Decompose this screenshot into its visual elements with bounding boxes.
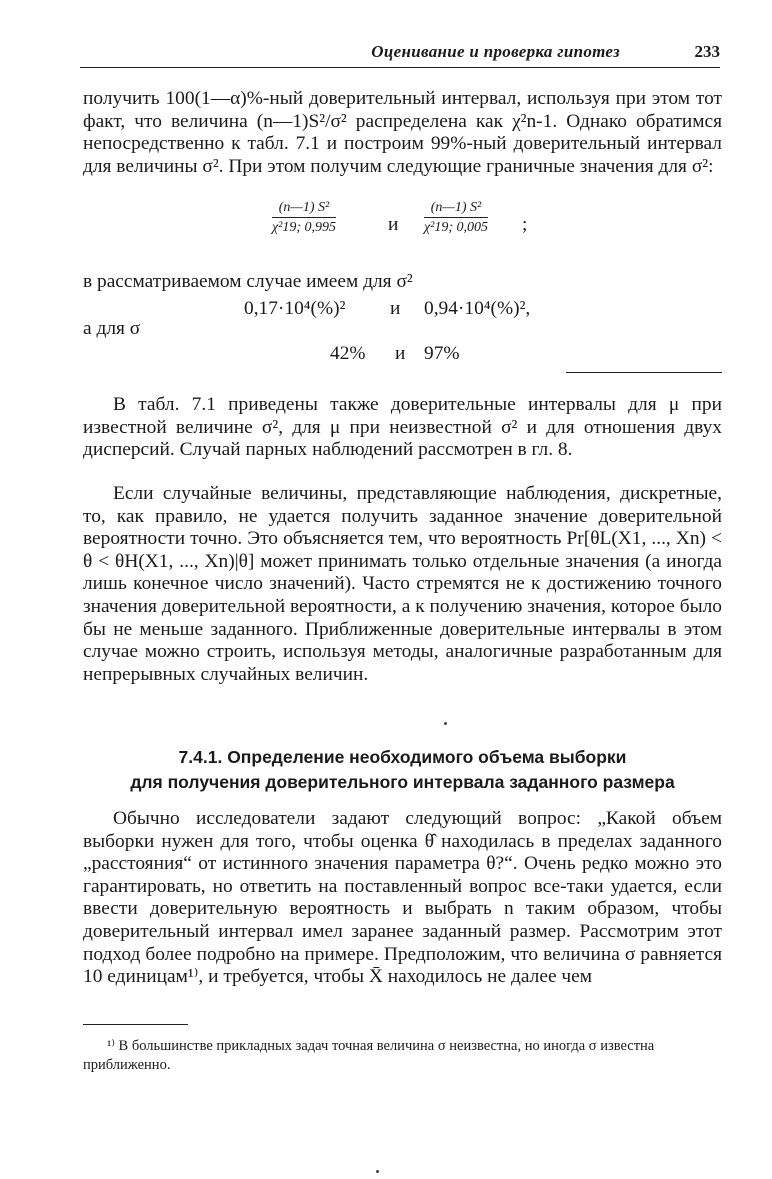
footnote-text: ¹⁾ В большинстве прикладных задач точная величина σ неизвестна, но иногда σ известна приближенно. [83,1038,655,1073]
fraction-lower-bound: (n—1) S² χ²19; 0,995 [272,200,337,235]
running-header [80,40,720,68]
line-for-sigma: а для σ [83,318,141,339]
print-speck [444,722,447,725]
section-heading-line2: для получения доверительного интервала заданного размера [130,772,675,792]
fraction-suffix: ; [522,214,528,235]
value-sigma-lower: 42% [330,343,366,364]
print-speck [376,1170,379,1173]
footnote [83,1037,722,1075]
header-rule [80,67,720,68]
value-sigma-upper: 97% [424,343,460,364]
value-sigma-connector: и [395,343,406,364]
paragraph-intro: получить 100(1—α)%-ный доверительный интервал, используя при этом тот факт, что величина (n—1)S²/σ² распределена как χ²n-1. Однако обратимся непосредственно к табл. 7.1 и построим 99%-ный доверительный интервал для величины σ². При этом получим следующие граничные значения для σ²: [83,88,722,177]
section-heading-line1: 7.4.1. Определение необходимого объема выборки [178,747,627,767]
paragraph-table-7-1: В табл. 7.1 приведены также доверительные интервалы для μ при известной величине σ², для μ при неизвестной σ² и для отношения двух дисперсий. Случай парных наблюдений рассмотрен в гл. 8. [83,394,722,461]
footnote-rule [83,1024,188,1025]
fraction-connector: и [388,214,399,235]
fraction-upper-bound: (n—1) S² χ²19; 0,005 [424,200,489,235]
value-sigma2-connector: и [390,298,401,319]
value-sigma2-upper: 0,94·10⁴(%)², [424,298,531,319]
paragraph-discrete: Если случайные величины, представляющие наблюдения, дискретные, то, как правило, не удается получить заданное значение доверительной вероятности точно. Это объясняется тем, что вероятность Pr[θL(X1, ..., Xn) < θ < θH(X1, ..., Xn)|θ] может принимать только отдельные значения (а иногда лишь конечное число значений). Часто стремятся не к достижению точного значения доверительной вероятности, а к получению значения, которое было бы не меньше заданного. Приближенные доверительные интервалы в этом случае можно строить, используя методы, аналогичные разработанным для непрерывных случайных величин. [83,483,722,685]
paragraph-sample-size: Обычно исследователи задают следующий вопрос: „Какой объем выборки нужен для того, чтобы оценка θ̂ находилась в пределах заданного „расстояния“ от истинного значения параметра θ?“. Очень редко можно это гарантировать, но ответить на поставленный вопрос все-таки удается, если ввести доверительную вероятность и выбрать n таким образом, чтобы доверительный интервал имел заранее заданный размер. Рассмотрим этот подход более подробно на примере. Предположим, что величина σ равняется 10 единицам¹⁾, и требуется, чтобы X̄ находилось не далее чем [83,808,722,988]
separator-rule [566,372,722,373]
line-for-sigma-squared: в рассматриваемом случае имеем для σ² [83,271,413,292]
page-number: 233 [694,42,720,61]
value-sigma2-lower: 0,17·10⁴(%)² [244,298,346,319]
running-title: Оценивание и проверка гипотез [371,42,620,61]
